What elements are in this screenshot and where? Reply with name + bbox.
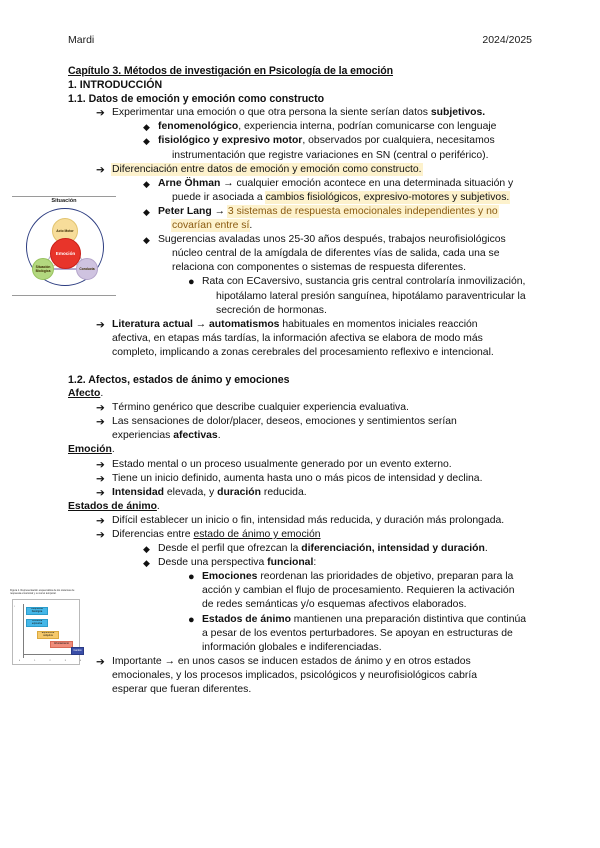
figure2-tick-4: 4 <box>79 660 81 662</box>
text-sug-l3: relaciona con componentes o sistemas de respuesta diferentes. <box>172 262 466 274</box>
header-left-text: Mardi <box>68 34 95 46</box>
text-lang-highlight-2: covarían entre sí <box>172 220 250 232</box>
heading-1-1-datos-emocion: 1.1. Datos de emoción y emoción como constructo <box>68 93 325 106</box>
text-ea2-underline: estado de ánimo y emoción <box>193 529 321 540</box>
subheading-emocion <box>68 443 534 457</box>
bullet-experimentar-emocion <box>96 106 534 120</box>
text-imp-l2: emocionales, y los procesos implicados, psicológicos y neurofisiológicos cabría <box>112 669 478 681</box>
diamond-icon: ◆ <box>143 206 150 217</box>
text-af2-l2 <box>112 429 534 443</box>
text-af2-l2-bold: afectivas <box>173 430 218 442</box>
chapter-title: Capítulo 3. Métodos de investigación en Psicología de la emoción <box>68 65 394 77</box>
dot-icon: ● <box>188 571 195 584</box>
arrow-icon: ➔ <box>96 402 105 415</box>
text-emo-l3: de redes semánticas y/o esquemas afectivos elaborados. <box>202 599 467 611</box>
bullet-literatura-actual <box>96 318 534 360</box>
bullet-arne-ohman <box>142 177 534 205</box>
text-rata-l2: hipotálamo lateral presión sanguínea, hipotálamo paraventricular la <box>216 290 526 302</box>
text-lit-bold-1: Literatura actual <box>112 318 193 330</box>
text-af2-l2-pre: experiencias <box>112 430 174 442</box>
text-imp-l3: esperar que fueran diferentes. <box>112 684 252 696</box>
text-lit-arrow: → <box>192 318 210 330</box>
arrow-icon: ➔ <box>96 107 105 120</box>
text-p1-pre: Experimentar una emoción o que otra persona la siente serían datos <box>112 107 431 119</box>
text-d2-bold: fisiológico y expresivo motor <box>158 135 303 147</box>
text-rata-l1: Rata con ECaversivo, sustancia gris central controlaría inmovilización, <box>202 276 526 288</box>
text-lit-l3: completo, implicando a zonas cerebrales del procesamiento reflexivo e intencional. <box>112 346 494 358</box>
dot-icon: ● <box>188 276 195 289</box>
text-ea2-pre: Diferencias entre <box>112 529 194 540</box>
bullet-peter-lang <box>142 205 534 233</box>
arrow-icon: ➔ <box>96 163 105 176</box>
subheading-afecto-label: Afecto <box>68 388 101 400</box>
diamond-icon: ◆ <box>143 235 150 246</box>
arrow-icon: ➔ <box>96 318 105 331</box>
figure2-box-2: Conducta expresiva <box>26 619 48 627</box>
bullet-intensidad-duracion <box>96 486 534 500</box>
subheading-afecto-dot: . <box>100 388 104 400</box>
text-d2-rest: , observados por cualquiera, necesitamos <box>302 135 495 147</box>
diamond-icon: ◆ <box>143 178 150 189</box>
subheading-emocion-label: Emoción <box>68 444 112 456</box>
text-imp-l1: en unos casos se inducen estados de ánimo y en otros estados <box>177 655 471 667</box>
bullet-fisiologico-expresivo <box>142 134 534 162</box>
figure-node-acto-motor: Acto Motor <box>52 218 78 244</box>
page-header <box>68 34 532 48</box>
text-ea4-end: : <box>313 557 317 569</box>
arrow-icon: ➔ <box>96 472 105 485</box>
text-emo-l1: reordenan las prioridades de objetivo, preparan para la <box>257 571 514 583</box>
text-em3-bold-2: duración <box>217 486 261 498</box>
bullet-dificil-establecer <box>96 514 534 528</box>
text-ohman-rest: cualquier emoción acontece en una determinada situación y <box>236 177 514 189</box>
text-em2: Tiene un inicio definido, aumenta hasta uno o más picos de intensidad y declina. <box>112 472 483 484</box>
text-af2-l1: Las sensaciones de dolor/placer, deseos, emociones y sentimientos serían <box>112 416 457 428</box>
diamond-icon: ◆ <box>143 558 150 569</box>
bullet-sugerencias <box>142 233 534 275</box>
text-af1: Término genérico que describe cualquier experiencia evaluativa. <box>112 402 409 414</box>
text-est-l2: a pesar de los eventos perturbadores. Se apoyan en estructuras de <box>202 627 513 639</box>
figure2-box-5: Cambio <box>71 647 84 655</box>
text-ohman-line2 <box>158 191 534 205</box>
document-body <box>68 64 534 697</box>
figure2-y-label: I <box>14 606 15 608</box>
text-lang-highlight-1: 3 sistemas de respuesta emocionales independientes y no <box>227 205 498 217</box>
text-d2-line2: instrumentación que registre variaciones en SN (central o periférico). <box>172 149 489 161</box>
text-emo-l2: acción y cambian el flujo de procesamiento. Requieren la activación <box>202 585 515 597</box>
subheading-estados-dot: . <box>156 500 160 512</box>
text-rata-l3: secreción de hormonas. <box>216 304 327 316</box>
diamond-icon: ◆ <box>143 136 150 147</box>
text-ea3-pre: Desde el perfil que ofrezcan la <box>158 543 302 555</box>
text-est-bold: Estados de ánimo <box>202 613 291 625</box>
text-em1: Estado mental o un proceso usualmente generado por un evento externo. <box>112 458 452 470</box>
text-lang-line2 <box>158 219 534 233</box>
diamond-icon: ◆ <box>143 122 150 133</box>
text-ohman-l2-pre: puede ir asociada a <box>172 191 266 203</box>
header-right-text: 2024/2025 <box>482 34 532 46</box>
subheading-estados-label: Estados de ánimo <box>68 500 157 512</box>
text-ea3-bold: diferenciación, intensidad y duración <box>301 543 485 555</box>
figure-node-emocion: Emoción <box>50 238 81 269</box>
text-em3-end: reducida. <box>261 486 307 498</box>
text-ohman-arrow: → <box>220 177 237 189</box>
figure2-tick-1: 1 <box>34 660 36 662</box>
figure2-y-axis <box>23 604 24 658</box>
text-af2-l2-end: . <box>217 430 221 442</box>
bullet-estado-mental <box>96 458 534 472</box>
arrow-icon: ➔ <box>96 458 105 471</box>
text-lang-name: Peter Lang <box>158 205 212 217</box>
text-em3-mid: elevada, y <box>163 486 218 498</box>
text-lit-bold-2: automatismos <box>209 318 280 330</box>
text-ea4-pre: Desde una perspectiva <box>158 557 268 569</box>
figure-caption-situacion: Situación <box>51 198 77 204</box>
figure2-caption: Figura 1. Representación esquemática de los sistemas de respuesta emocional y su curso temporal. <box>10 589 75 596</box>
bullet-termino-generico <box>96 401 534 415</box>
bullet-diferenciacion-datos <box>96 163 534 177</box>
dot-icon: ● <box>188 613 195 626</box>
text-est-l3: información globales e indiferenciadas. <box>202 641 382 653</box>
figure2-box-1: Respuesta fisiológica <box>26 607 48 615</box>
text-diferenciacion-highlight: Diferenciación entre datos de emoción y emoción como constructo. <box>112 163 422 175</box>
text-lang-arrow: → <box>211 205 228 217</box>
text-lit-rest: habituales en momentos iniciales reacción <box>279 318 478 330</box>
figure2-tick-0: 0 <box>19 660 21 662</box>
figure2-tick-2: 2 <box>49 660 51 662</box>
text-sug-l1: Sugerencias avaladas unos 25-30 años después, trabajos neurofisiológicos <box>158 234 506 246</box>
arrow-icon: ➔ <box>96 514 105 527</box>
text-em3-bold-1: Intensidad <box>112 486 164 498</box>
figure-node-situacion-biologica: Situación Biológica <box>32 258 54 280</box>
text-lang-end: . <box>249 220 253 232</box>
heading-1-2-afectos: 1.2. Afectos, estados de ánimo y emociones <box>68 373 290 386</box>
arrow-icon: ➔ <box>96 416 105 429</box>
text-ohman-name: Arne Öhman <box>158 177 221 189</box>
text-ea4-bold: funcional <box>267 557 314 569</box>
text-d1-rest: , experiencia interna, podrían comunicarse con lenguaje <box>238 121 497 133</box>
text-imp-arrow: → <box>164 655 178 667</box>
bullet-fenomenologico <box>142 120 534 134</box>
bullet-emociones-reordenan <box>186 570 534 612</box>
text-ea3-end: . <box>484 543 488 555</box>
arrow-icon: ➔ <box>96 486 105 499</box>
bullet-perspectiva-funcional <box>142 556 534 570</box>
arrow-icon: ➔ <box>96 529 105 541</box>
bullet-inicio-definido <box>96 472 534 486</box>
text-ea1: Difícil establecer un inicio o fin, intensidad más reducida, y duración más prolongada. <box>112 514 505 526</box>
text-emo-bold: Emociones <box>202 571 258 583</box>
figure2-tick-3: 3 <box>64 660 66 662</box>
bullet-sensaciones-dolor-placer <box>96 415 534 443</box>
text-sug-l2: núcleo central de la amígdala de diferentes vías de salida, cada una se <box>172 248 500 260</box>
arrow-icon: ➔ <box>96 655 105 668</box>
bullet-rata-ec-aversivo <box>186 275 534 317</box>
text-d1-bold: fenomenológico <box>158 121 239 133</box>
subheading-estados-de-animo <box>68 500 534 514</box>
heading-1-introduccion: 1. INTRODUCCIÓN <box>68 79 163 92</box>
figure2-box-3: Experiencia subjetiva <box>37 631 59 639</box>
bullet-importante <box>96 655 534 697</box>
bullet-desde-el-perfil <box>142 542 534 556</box>
bullet-estados-animo-mantienen <box>186 613 534 655</box>
subheading-emocion-dot: . <box>111 444 115 456</box>
figure2-box-4: Afrontamiento <box>50 641 73 648</box>
text-lit-l2: afectiva, en etapas más tardías, la información afectiva se elabora de modo más <box>112 332 483 344</box>
text-ohman-l2-highlight: cambios fisiológicos, expresivo-motores y subjetivos. <box>265 191 510 203</box>
text-est-l1: mantienen una preparación distintiva que continúa <box>290 613 527 625</box>
bullet-diferencias-estado-emocion <box>96 528 534 542</box>
text-imp-pre: Importante <box>112 655 165 667</box>
figure-node-conducta: Conducta <box>76 258 98 280</box>
subheading-afecto <box>68 387 534 401</box>
text-p1-bold: subjetivos. <box>430 107 486 119</box>
diamond-icon: ◆ <box>143 544 150 555</box>
